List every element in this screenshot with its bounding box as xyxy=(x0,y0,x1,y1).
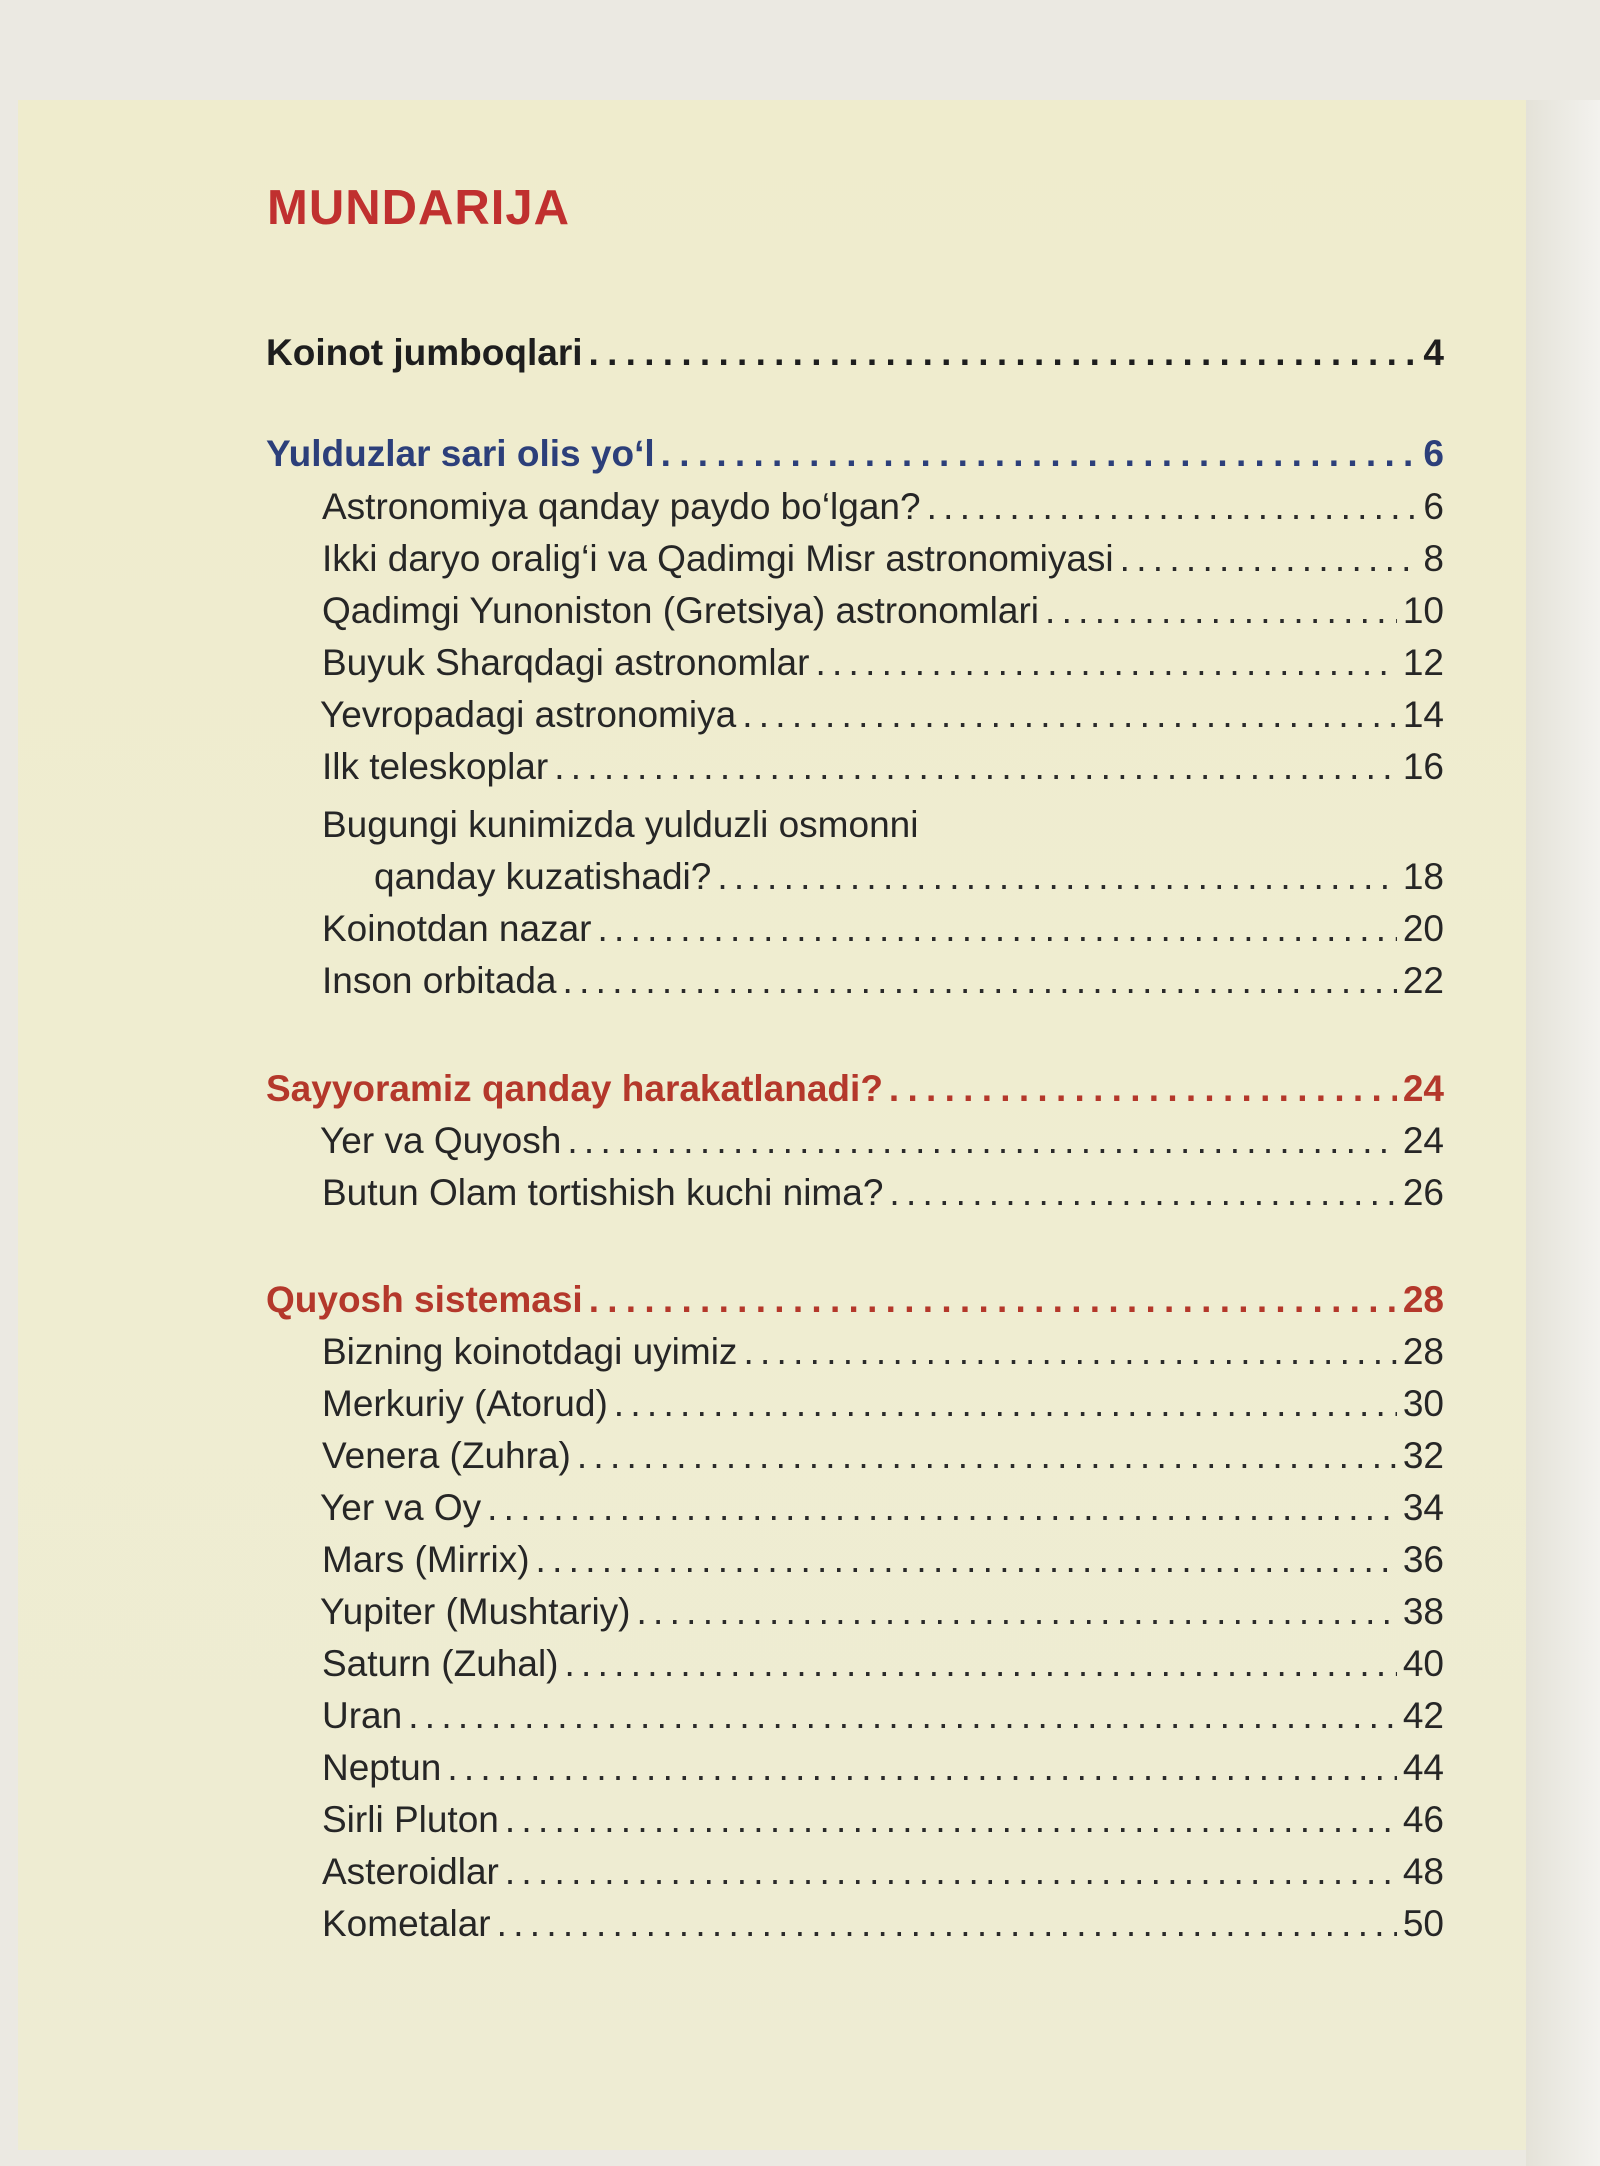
toc-page-number: 26 xyxy=(1402,1172,1444,1213)
toc-item[interactable] xyxy=(322,1431,1444,1481)
dot-leader xyxy=(889,1168,1396,1218)
dot-leader xyxy=(497,1899,1397,1949)
toc-item-label: Butun Olam tortishish kuchi nima? xyxy=(322,1172,884,1213)
toc-page-number: 28 xyxy=(1402,1331,1444,1372)
dot-leader xyxy=(567,1116,1397,1166)
toc-section-label: Quyosh sistemasi xyxy=(266,1279,583,1320)
toc-item[interactable] xyxy=(322,742,1444,792)
toc-item-label: Koinotdan nazar xyxy=(322,908,592,949)
toc-page-number: 44 xyxy=(1402,1747,1444,1788)
dot-leader xyxy=(1120,534,1418,584)
toc-page-number: 36 xyxy=(1402,1539,1444,1580)
toc-item[interactable] xyxy=(322,1379,1444,1429)
toc-item-label: Yer va Oy xyxy=(320,1487,482,1528)
toc-item-label: Bizning koinotdagi uyimiz xyxy=(322,1331,738,1372)
toc-page-number: 48 xyxy=(1402,1851,1444,1892)
toc-item[interactable] xyxy=(322,904,1444,954)
toc-item[interactable] xyxy=(374,852,1444,902)
toc-item-label: Ilk teleskoplar xyxy=(322,746,549,787)
dot-leader xyxy=(614,1379,1397,1429)
toc-page-number: 30 xyxy=(1402,1383,1444,1424)
toc-item-label: Yupiter (Mushtariy) xyxy=(320,1591,631,1632)
toc-item-label: Uran xyxy=(322,1695,403,1736)
toc-page-number: 8 xyxy=(1423,538,1444,579)
toc-item[interactable] xyxy=(322,1691,1444,1741)
dot-leader xyxy=(447,1743,1397,1793)
toc-item[interactable] xyxy=(320,1483,1444,1533)
dot-leader xyxy=(927,482,1418,532)
toc-item-label: Venera (Zuhra) xyxy=(322,1435,571,1476)
toc-item[interactable] xyxy=(322,1327,1444,1377)
toc-item-label: Sirli Pluton xyxy=(322,1799,499,1840)
toc-item[interactable] xyxy=(320,1116,1444,1166)
toc-section-quyosh[interactable] xyxy=(266,1275,1444,1325)
dot-leader xyxy=(408,1691,1397,1741)
toc-page-number: 12 xyxy=(1402,642,1444,683)
toc-item[interactable] xyxy=(322,586,1444,636)
dot-leader xyxy=(743,1327,1396,1377)
dot-leader xyxy=(487,1483,1397,1533)
dot-leader xyxy=(815,638,1396,688)
toc-page-number: 28 xyxy=(1402,1279,1444,1320)
toc-item[interactable] xyxy=(322,1743,1444,1793)
toc-section-yulduzlar[interactable] xyxy=(266,429,1444,479)
toc-item[interactable] xyxy=(322,1899,1444,1949)
toc-page-number: 24 xyxy=(1402,1120,1444,1161)
dot-leader xyxy=(597,904,1396,954)
toc-page-number: 42 xyxy=(1402,1695,1444,1736)
toc-item[interactable] xyxy=(322,1795,1444,1845)
dot-leader xyxy=(577,1431,1397,1481)
dot-leader xyxy=(563,956,1397,1006)
toc-page-number: 6 xyxy=(1423,433,1444,474)
toc-item[interactable] xyxy=(322,1535,1444,1585)
toc-item[interactable] xyxy=(322,1168,1444,1218)
toc-item[interactable] xyxy=(322,482,1444,532)
toc-item[interactable] xyxy=(322,1847,1444,1897)
toc-item[interactable] xyxy=(322,534,1444,584)
toc-item-label: Saturn (Zuhal) xyxy=(322,1643,559,1684)
toc-item[interactable] xyxy=(322,956,1444,1006)
toc-item-label: Astronomiya qanday paydo bo‘lgan? xyxy=(322,486,921,527)
toc-page-number: 32 xyxy=(1402,1435,1444,1476)
toc-page-number: 4 xyxy=(1423,332,1444,373)
dot-leader xyxy=(505,1847,1397,1897)
dot-leader xyxy=(536,1535,1397,1585)
toc-page-number: 10 xyxy=(1402,590,1444,631)
toc-item-label: Ikki daryo oralig‘i va Qadimgi Misr astronomiyasi xyxy=(322,538,1114,579)
toc-item[interactable] xyxy=(320,1587,1444,1637)
toc-section-label: Koinot jumboqlari xyxy=(266,332,583,373)
toc-item[interactable] xyxy=(320,690,1444,740)
toc-item-label: Merkuriy (Atorud) xyxy=(322,1383,608,1424)
dot-leader xyxy=(889,1064,1397,1114)
dot-leader xyxy=(589,1275,1397,1325)
dot-leader xyxy=(1045,586,1397,636)
toc-page-number: 50 xyxy=(1402,1903,1444,1944)
dot-leader xyxy=(589,328,1418,378)
toc-item[interactable] xyxy=(322,1639,1444,1689)
toc-page-number: 20 xyxy=(1402,908,1444,949)
toc-section-sayyoramiz[interactable] xyxy=(266,1064,1444,1114)
toc-item-label: Qadimgi Yunoniston (Gretsiya) astronomlari xyxy=(322,590,1040,631)
toc-section-koinot[interactable] xyxy=(266,328,1444,378)
dot-leader xyxy=(742,690,1397,740)
toc-item-label-line2: qanday kuzatishadi? xyxy=(374,856,712,897)
dot-leader xyxy=(565,1639,1397,1689)
toc-item-label: Neptun xyxy=(322,1747,442,1788)
toc-item-label: Yer va Quyosh xyxy=(320,1120,562,1161)
toc-page-number: 16 xyxy=(1402,746,1444,787)
toc-page-number: 24 xyxy=(1402,1068,1444,1109)
dot-leader xyxy=(554,742,1397,792)
toc-item[interactable] xyxy=(322,638,1444,688)
toc-item-label: Asteroidlar xyxy=(322,1851,499,1892)
toc-section-label: Sayyoramiz qanday harakatlanadi? xyxy=(266,1068,883,1109)
toc-item-label: Mars (Mirrix) xyxy=(322,1539,530,1580)
toc-item-label: Inson orbitada xyxy=(322,960,557,1001)
toc-section-label: Yulduzlar sari olis yo‘l xyxy=(266,433,655,474)
toc-page-number: 34 xyxy=(1402,1487,1444,1528)
toc-page-number: 46 xyxy=(1402,1799,1444,1840)
dot-leader xyxy=(505,1795,1397,1845)
toc-page-number: 6 xyxy=(1423,486,1444,527)
dot-leader xyxy=(637,1587,1397,1637)
toc-page-number: 38 xyxy=(1402,1591,1444,1632)
toc-item-label-line1[interactable]: Bugungi kunimizda yulduzli osmonni xyxy=(322,804,919,845)
toc-page-number: 18 xyxy=(1402,856,1444,897)
toc-page-number: 40 xyxy=(1402,1643,1444,1684)
dot-leader xyxy=(717,852,1396,902)
toc-item-label: Kometalar xyxy=(322,1903,491,1944)
toc-item-label: Buyuk Sharqdagi astronomlar xyxy=(322,642,810,683)
toc-page-number: 22 xyxy=(1402,960,1444,1001)
dot-leader xyxy=(661,429,1418,479)
toc-item-label: Yevropadagi astronomiya xyxy=(320,694,737,735)
toc-page-number: 14 xyxy=(1402,694,1444,735)
page-title: MUNDARIJA xyxy=(267,181,570,235)
